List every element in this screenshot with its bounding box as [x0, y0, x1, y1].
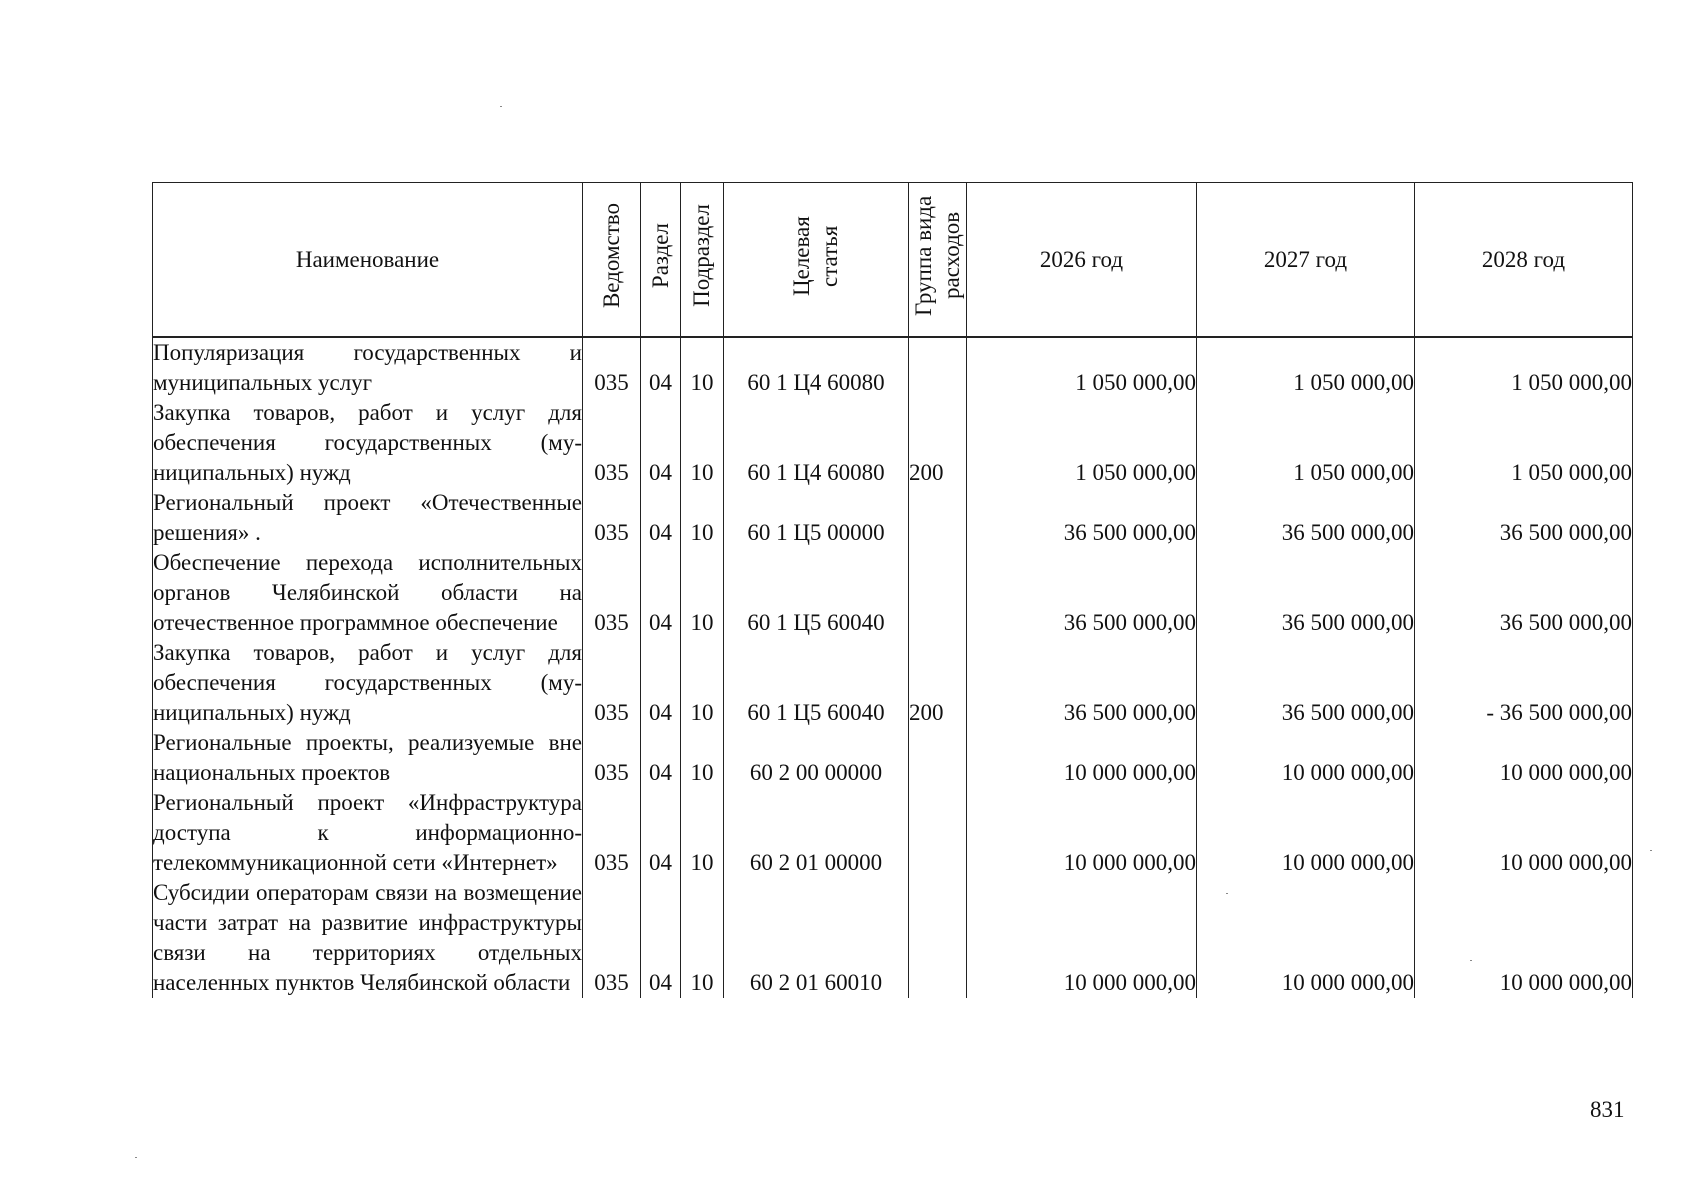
cell-2028: 10 000 000,00 [1415, 878, 1633, 998]
scan-speck [135, 1157, 137, 1158]
header-department: Ведомство [583, 183, 641, 338]
cell-2028: 10 000 000,00 [1415, 728, 1633, 788]
cell-department: 035 [583, 638, 641, 728]
table-row [153, 638, 1633, 728]
cell-department: 035 [583, 788, 641, 878]
cell-expense-group: 200 [909, 638, 967, 728]
cell-target-article: 60 1 Ц4 60080 [724, 337, 909, 398]
cell-target-article: 60 1 Ц4 60080 [724, 398, 909, 488]
scan-speck [1470, 960, 1472, 961]
cell-expense-group [909, 488, 967, 548]
cell-subsection: 10 [681, 488, 724, 548]
table-header-row [153, 183, 1633, 338]
table-row [153, 728, 1633, 788]
cell-target-article: 60 2 01 00000 [724, 788, 909, 878]
cell-2027: 10 000 000,00 [1197, 878, 1415, 998]
cell-expense-group [909, 337, 967, 398]
cell-section: 04 [641, 878, 681, 998]
cell-name: Обеспечение перехода исполнительных органов Челябинской области на отечественное программное обеспечение [153, 548, 583, 638]
scan-speck [1650, 850, 1652, 851]
scan-speck [1226, 893, 1228, 894]
page-number: 831 [1590, 1097, 1625, 1122]
cell-2028: 10 000 000,00 [1415, 788, 1633, 878]
header-subsection: Подраздел [681, 183, 724, 338]
cell-name: Региональные проекты, реализуемые вне национальных проектов [153, 728, 583, 788]
cell-department: 035 [583, 548, 641, 638]
cell-subsection: 10 [681, 878, 724, 998]
cell-name: Популяризация государственных и муниципальных услуг [153, 337, 583, 398]
cell-2028: 36 500 000,00 [1415, 548, 1633, 638]
cell-target-article: 60 2 01 60010 [724, 878, 909, 998]
cell-subsection: 10 [681, 548, 724, 638]
cell-2027: 10 000 000,00 [1197, 728, 1415, 788]
cell-2026: 10 000 000,00 [967, 728, 1197, 788]
cell-2027: 36 500 000,00 [1197, 548, 1415, 638]
cell-2026: 36 500 000,00 [967, 638, 1197, 728]
cell-name: Закупка товаров, работ и услуг для обеспечения государственных (муниципальных) нужд [153, 398, 583, 488]
header-year-2026: 2026 год [967, 183, 1197, 338]
cell-section: 04 [641, 638, 681, 728]
cell-section: 04 [641, 488, 681, 548]
cell-department: 035 [583, 337, 641, 398]
cell-2026: 10 000 000,00 [967, 788, 1197, 878]
header-section: Раздел [641, 183, 681, 338]
cell-2027: 1 050 000,00 [1197, 337, 1415, 398]
table-row [153, 878, 1633, 998]
cell-section: 04 [641, 548, 681, 638]
cell-expense-group [909, 728, 967, 788]
cell-expense-group: 200 [909, 398, 967, 488]
cell-2028: 36 500 000,00 [1415, 488, 1633, 548]
cell-department: 035 [583, 878, 641, 998]
cell-section: 04 [641, 337, 681, 398]
cell-expense-group [909, 548, 967, 638]
cell-name: Субсидии операторам связи на возмещение части затрат на развитие инфраструктуры связи на территориях отдельных населенных пунктов Челябинской области [153, 878, 583, 998]
header-year-2027: 2027 год [1197, 183, 1415, 338]
scan-speck [500, 106, 502, 107]
cell-expense-group [909, 878, 967, 998]
header-expense-group: Группа вида расходов [909, 183, 967, 338]
cell-section: 04 [641, 398, 681, 488]
cell-2027: 36 500 000,00 [1197, 638, 1415, 728]
table-row [153, 398, 1633, 488]
cell-2028: - 36 500 000,00 [1415, 638, 1633, 728]
cell-name: Региональный проект «Инфраструктура доступа к информационно-телекоммуникационной сети «Интернет» [153, 788, 583, 878]
cell-target-article: 60 1 Ц5 60040 [724, 638, 909, 728]
cell-2026: 1 050 000,00 [967, 337, 1197, 398]
cell-2026: 1 050 000,00 [967, 398, 1197, 488]
cell-target-article: 60 2 00 00000 [724, 728, 909, 788]
cell-2027: 1 050 000,00 [1197, 398, 1415, 488]
cell-2026: 36 500 000,00 [967, 488, 1197, 548]
table-row [153, 488, 1633, 548]
cell-department: 035 [583, 728, 641, 788]
cell-department: 035 [583, 488, 641, 548]
cell-subsection: 10 [681, 728, 724, 788]
cell-subsection: 10 [681, 638, 724, 728]
cell-name: Закупка товаров, работ и услуг для обеспечения государственных (муниципальных) нужд [153, 638, 583, 728]
cell-department: 035 [583, 398, 641, 488]
cell-subsection: 10 [681, 337, 724, 398]
cell-name: Региональный проект «Отечественные решения» . [153, 488, 583, 548]
cell-target-article: 60 1 Ц5 00000 [724, 488, 909, 548]
cell-subsection: 10 [681, 788, 724, 878]
cell-2028: 1 050 000,00 [1415, 337, 1633, 398]
header-year-2028: 2028 год [1415, 183, 1633, 338]
budget-table [152, 182, 1633, 998]
header-target-article: Целевая статья [724, 183, 909, 338]
table-row [153, 337, 1633, 398]
cell-section: 04 [641, 728, 681, 788]
cell-2027: 36 500 000,00 [1197, 488, 1415, 548]
header-name: Наименование [153, 183, 583, 338]
cell-2028: 1 050 000,00 [1415, 398, 1633, 488]
cell-2026: 36 500 000,00 [967, 548, 1197, 638]
table-row [153, 548, 1633, 638]
table-row [153, 788, 1633, 878]
cell-section: 04 [641, 788, 681, 878]
cell-2026: 10 000 000,00 [967, 878, 1197, 998]
cell-2027: 10 000 000,00 [1197, 788, 1415, 878]
cell-target-article: 60 1 Ц5 60040 [724, 548, 909, 638]
cell-subsection: 10 [681, 398, 724, 488]
cell-expense-group [909, 788, 967, 878]
